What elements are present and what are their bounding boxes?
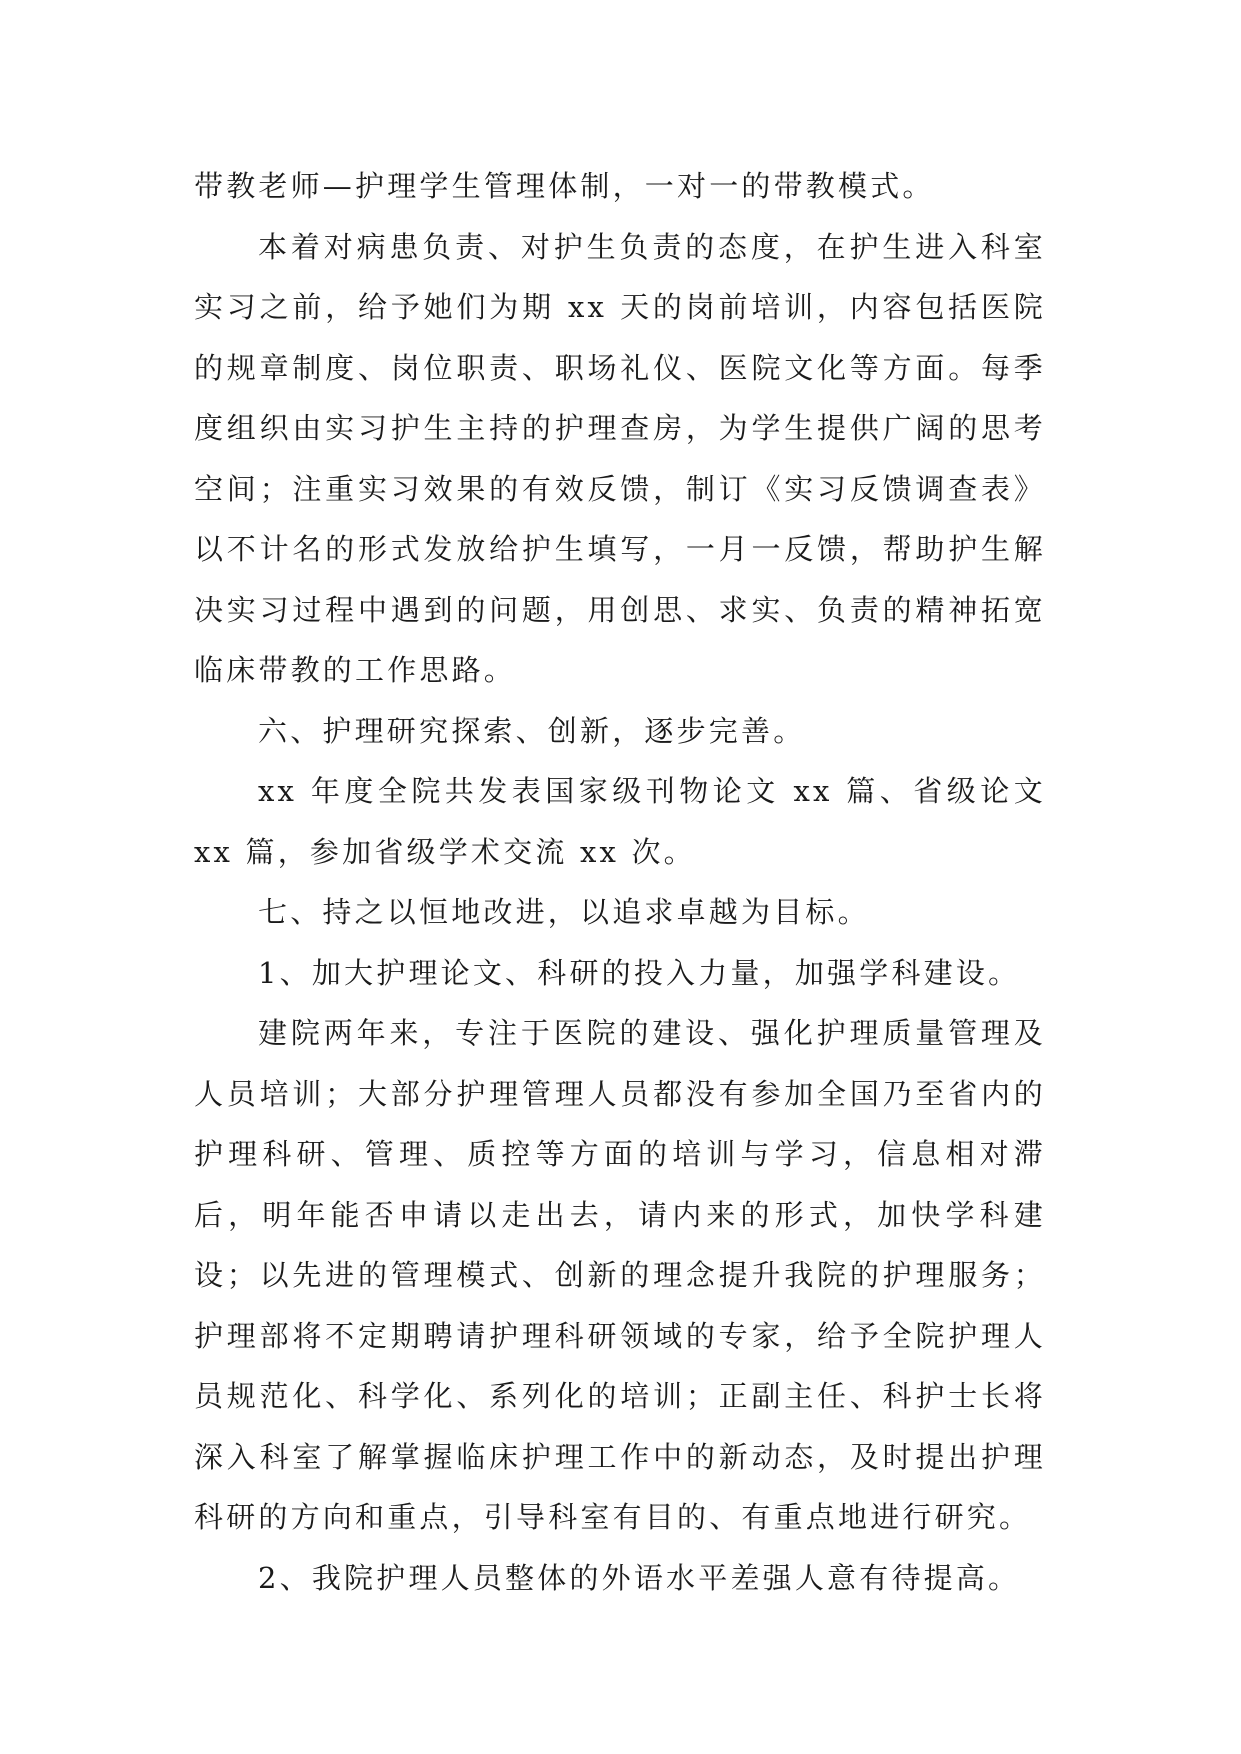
list-item-1: 1、加大护理论文、科研的投入力量，加强学科建设。	[258, 955, 1021, 990]
paragraph-discipline-building: 建院两年来，专注于医院的建设、强化护理质量管理及人员培训；大部分护理管理人员都没有参加全国乃至省内的护理科研、管理、质控等方面的培训与学习，信息相对滞后，明年能否申请以走出去，请内来的形式，加快学科建设；以先进的管理模式、创新的理念提升我院的护理服务；护理部将不定期聘请护理科研领域的专家，给予全院护理人员规范化、科学化、系列化的培训；正副主任、科护士长将深入科室了解掌握临床护理工作中的新动态，及时提出护理科研的方向和重点，引导科室有目的、有重点地进行研究。	[194, 1016, 1046, 1534]
section-heading-seven: 七、持之以恒地改进，以追求卓越为目标。	[258, 895, 870, 929]
list-item-2: 2、我院护理人员整体的外语水平差强人意有待提高。	[258, 1560, 1021, 1595]
section-heading-six: 六、护理研究探索、创新，逐步完善。	[258, 713, 806, 748]
paragraph-training: 本着对病患负责、对护生负责的态度，在护生进入科室实习之前，给予她们为期 xx 天的岗前培训，内容包括医院的规章制度、岗位职责、职场礼仪、医院文化等方面。每季度组织由实习护生主持的护理查房，为学生提供广阔的思考空间；注重实习效果的有效反馈，制订《实习反馈调查表》以不计名的形式发放给护生填写，一月一反馈，帮助护生解决实习过程中遇到的问题，用创思、求实、负责的精神拓宽临床带教的工作思路。	[194, 229, 1046, 687]
paragraph-intro-line: 带教老师—护理学生管理体制，一对一的带教模式。	[194, 169, 935, 203]
document-body	[194, 156, 1046, 1608]
paragraph-publications: xx 年度全院共发表国家级刊物论文 xx 篇、省级论文 xx 篇，参加省级学术交流 xx 次。	[194, 774, 1046, 869]
